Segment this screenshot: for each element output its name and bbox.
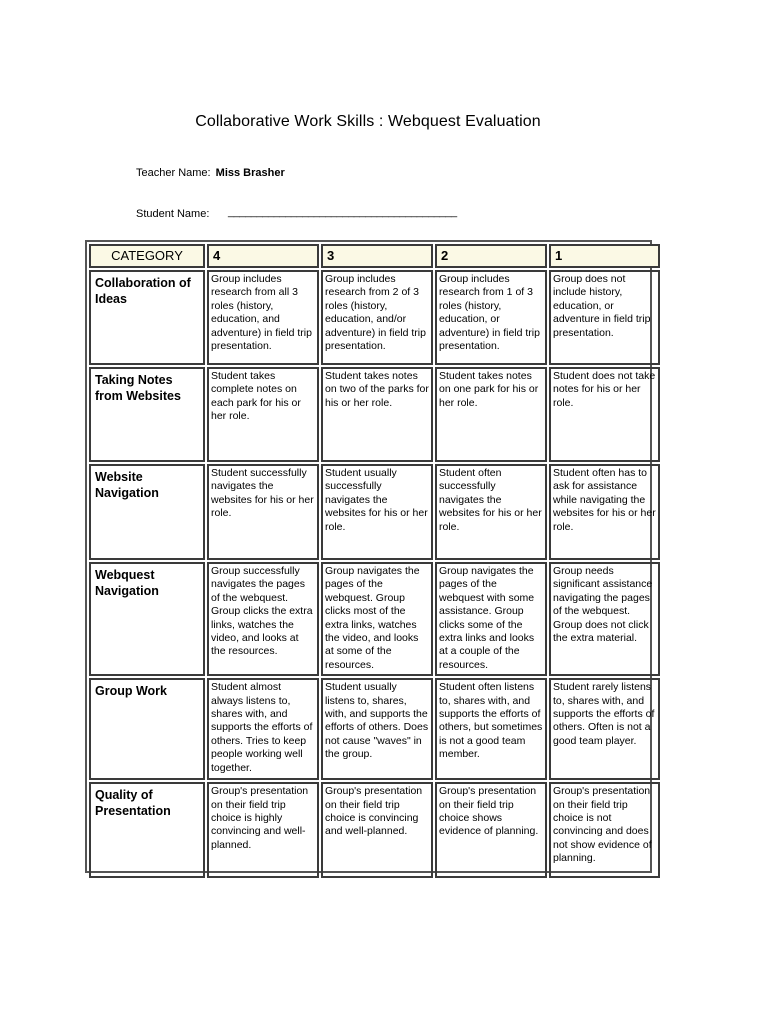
header-score-2: 2 [435, 244, 547, 268]
rubric-cell: Group navigates the pages of the webquest. Group clicks most of the extra links, watches the video, and looks at some of the resources. [321, 562, 433, 676]
category-name: Collaboration of Ideas [89, 270, 205, 365]
rubric-cell: Student usually listens to, shares, with, and supports the efforts of others. Does not cause "waves" in the group. [321, 678, 433, 780]
rubric-cell: Student takes complete notes on each park for his or her role. [207, 367, 319, 462]
rubric-header-row [89, 244, 660, 268]
table-row [89, 562, 660, 676]
category-name: Group Work [89, 678, 205, 780]
header-category: CATEGORY [89, 244, 205, 268]
rubric-cell: Group needs significant assistance navigating the pages of the webquest. Group does not click the extra material. [549, 562, 660, 676]
category-name: Website Navigation [89, 464, 205, 560]
header-score-4: 4 [207, 244, 319, 268]
rubric-cell: Group includes research from all 3 roles (history, education, and adventure) in field trip presentation. [207, 270, 319, 365]
rubric-cell: Group successfully navigates the pages of the webquest. Group clicks the extra links, watches the video, and looks at the resources. [207, 562, 319, 676]
teacher-name-line [136, 167, 285, 179]
rubric-cell: Student does not take notes for his or her role. [549, 367, 660, 462]
rubric-cell: Student takes notes on one park for his or her role. [435, 367, 547, 462]
rubric-cell: Student almost always listens to, shares with, and supports the efforts of others. Tries to keep people working well together. [207, 678, 319, 780]
teacher-label: Teacher Name: [136, 167, 211, 179]
student-name-blank: ________________________________________ [228, 206, 457, 218]
header-score-3: 3 [321, 244, 433, 268]
rubric-cell: Student rarely listens to, shares with, and supports the efforts of others. Often is not a good team player. [549, 678, 660, 780]
rubric-cell: Student often successfully navigates the websites for his or her role. [435, 464, 547, 560]
rubric-cell: Student often listens to, shares with, and supports the efforts of others, but sometimes is not a good team member. [435, 678, 547, 780]
category-name: Taking Notes from Websites [89, 367, 205, 462]
table-row [89, 367, 660, 462]
rubric-cell: Group's presentation on their field trip choice shows evidence of planning. [435, 782, 547, 878]
category-name: Quality of Presentation [89, 782, 205, 878]
rubric-cell: Student takes notes on two of the parks for his or her role. [321, 367, 433, 462]
student-name-line [136, 208, 209, 220]
rubric-cell: Student successfully navigates the websites for his or her role. [207, 464, 319, 560]
rubric-cell: Group's presentation on their field trip choice is highly convincing and well-planned. [207, 782, 319, 878]
page-title: Collaborative Work Skills : Webquest Evaluation [195, 113, 541, 130]
table-row [89, 678, 660, 780]
rubric-cell: Student often has to ask for assistance while navigating the websites for his or her role. [549, 464, 660, 560]
header-score-1: 1 [549, 244, 660, 268]
rubric-cell: Group includes research from 1 of 3 roles (history, education, or adventure) in field trip presentation. [435, 270, 547, 365]
rubric-cell: Group's presentation on their field trip choice is convincing and well-planned. [321, 782, 433, 878]
student-label: Student Name: [136, 208, 210, 220]
rubric-cell: Group does not include history, education, or adventure in field trip presentation. [549, 270, 660, 365]
table-row [89, 270, 660, 365]
category-name: Webquest Navigation [89, 562, 205, 676]
table-row [89, 464, 660, 560]
rubric-cell: Student usually successfully navigates the websites for his or her role. [321, 464, 433, 560]
rubric-cell: Group navigates the pages of the webquest with some assistance. Group clicks some of the extra links and looks at a couple of the resources. [435, 562, 547, 676]
rubric-table [87, 242, 662, 880]
rubric-table-frame [85, 240, 656, 873]
rubric-cell: Group's presentation on their field trip choice is not convincing and does not show evidence of planning. [549, 782, 660, 878]
rubric-cell: Group includes research from 2 of 3 roles (history, education, and/or adventure) in field trip presentation. [321, 270, 433, 365]
teacher-name: Miss Brasher [215, 167, 285, 179]
table-row [89, 782, 660, 878]
